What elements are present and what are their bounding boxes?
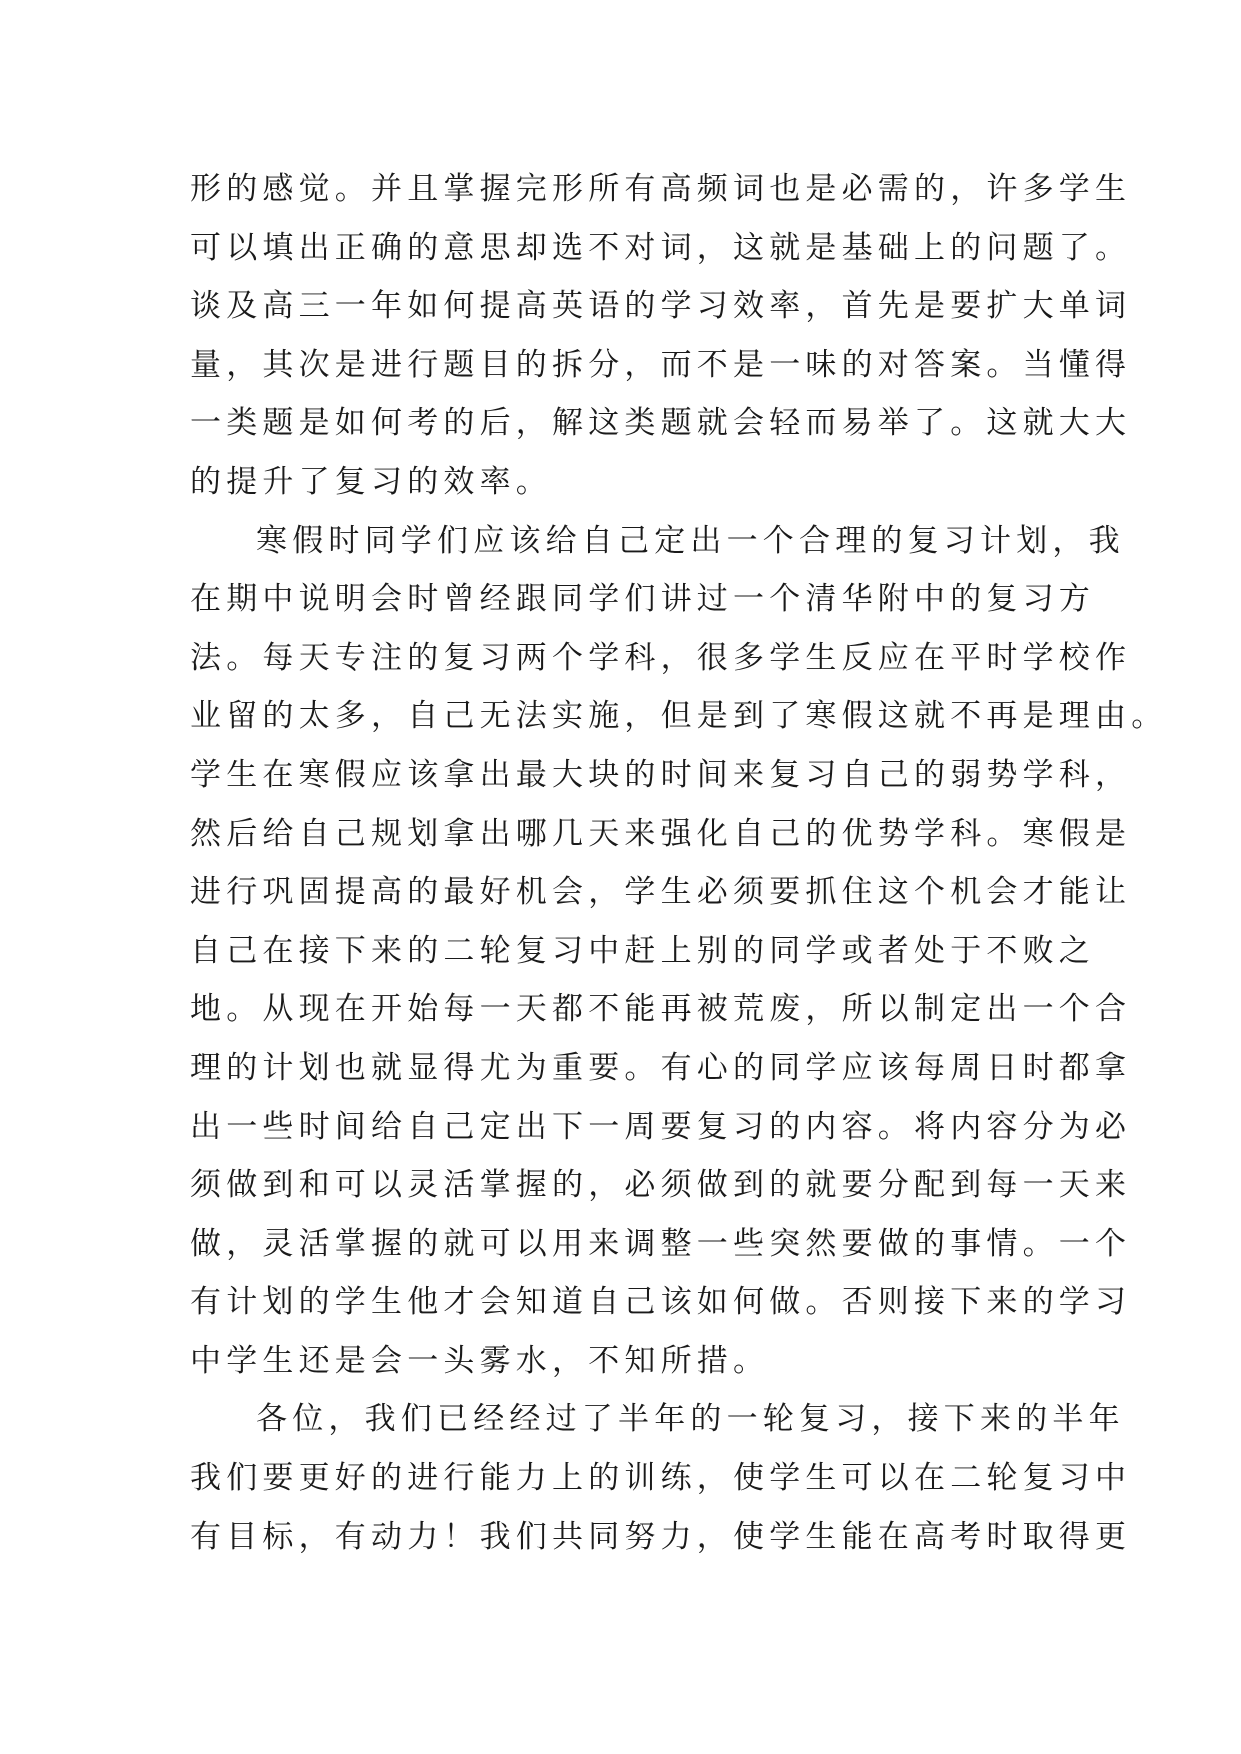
text-line: 进行巩固提高的最好机会，学生必须要抓住这个机会才能让: [190, 874, 1132, 911]
text-line: 中学生还是会一头雾水，不知所措。: [190, 1342, 770, 1379]
text-line: 形的感觉。并且掌握完形所有高频词也是必需的，许多学生: [190, 171, 1132, 207]
text-line: 有目标，有动力！我们共同努力，使学生能在高考时取得更: [190, 1518, 1132, 1555]
text-line: 地。从现在开始每一天都不能再被荒废，所以制定出一个合: [190, 991, 1132, 1028]
text-line: 我们要更好的进行能力上的训练，使学生可以在二轮复习中: [190, 1460, 1132, 1497]
text-line: 自己在接下来的二轮复习中赶上别的同学或者处于不败之: [190, 932, 1095, 969]
text-line: 学生在寒假应该拿出最大块的时间来复习自己的弱势学科，: [190, 756, 1132, 793]
body-text: [190, 160, 1168, 1566]
paragraph-first-line: 各位，我们已经经过了半年的一轮复习，接下来的半年: [256, 1401, 1125, 1438]
text-line: 有计划的学生他才会知道自己该如何做。否则接下来的学习: [190, 1284, 1132, 1321]
text-line: 出一些时间给自己定出下一周要复习的内容。将内容分为必: [190, 1108, 1132, 1145]
text-line: 然后给自己规划拿出哪几天来强化自己的优势学科。寒假是: [190, 815, 1132, 852]
text-line: 业留的太多，自己无法实施，但是到了寒假这就不再是理由。: [190, 698, 1168, 735]
paragraph-first-line: 寒假时同学们应该给自己定出一个合理的复习计划，我: [256, 522, 1125, 559]
text-line: 谈及高三一年如何提高英语的学习效率，首先是要扩大单词: [190, 288, 1132, 325]
text-line: 做，灵活掌握的就可以用来调整一些突然要做的事情。一个: [190, 1225, 1132, 1262]
text-line: 一类题是如何考的后，解这类题就会轻而易举了。这就大大: [190, 405, 1132, 442]
text-line: 须做到和可以灵活掌握的，必须做到的就要分配到每一天来: [190, 1167, 1132, 1204]
text-line: 法。每天专注的复习两个学科，很多学生反应在平时学校作: [190, 639, 1132, 676]
text-line: 量，其次是进行题目的拆分，而不是一味的对答案。当懂得: [190, 346, 1132, 383]
text-line: 理的计划也就显得尤为重要。有心的同学应该每周日时都拿: [190, 1049, 1132, 1086]
text-line: 可以填出正确的意思却选不对词，这就是基础上的问题了。: [190, 229, 1132, 266]
text-line: 的提升了复习的效率。: [190, 463, 552, 500]
text-line: 在期中说明会时曾经跟同学们讲过一个清华附中的复习方: [190, 581, 1095, 618]
